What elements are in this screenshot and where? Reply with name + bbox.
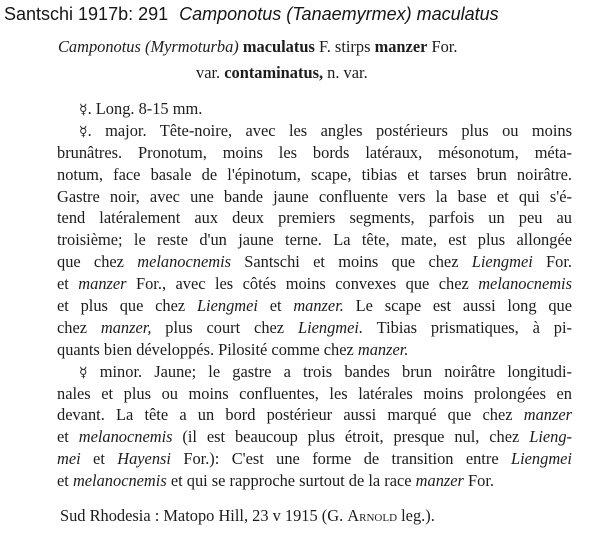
text-run: . major. Tête-noire, avec les angles postérieurs plus ou moins <box>87 120 572 140</box>
taxon-name: manzer <box>78 274 127 294</box>
text-run: nales et plus ou moins confluentes, les latérales moins prolongées en <box>57 383 572 403</box>
variety-title <box>196 62 368 83</box>
text-run: troisième; le reste d'un jaune terne. La tête, mate, est plus allongée <box>57 230 572 250</box>
text-run: notum, face basale de l'épinotum, scape, tibias et tarses brun noirâtre. <box>57 164 572 184</box>
text-run: brunâtres. Pronotum, moins les bords latéraux, mésonotum, méta- <box>57 142 572 162</box>
text-line <box>57 251 572 273</box>
species-name: Camponotus (Tanaemyrmex) maculatus <box>179 4 499 24</box>
worker-symbol: ☿ <box>79 102 88 118</box>
taxon-name: Liengmei <box>510 449 572 469</box>
citation: Santschi 1917b: 291 <box>4 4 169 24</box>
epithet: maculatus <box>242 37 315 56</box>
text-run: Gastre noir, avec une bande jaune confluente vers la base et qui s'é- <box>57 186 572 206</box>
taxon-name: mei <box>57 449 81 469</box>
text-line <box>57 142 572 164</box>
taxon-name: manzer. <box>293 296 344 316</box>
locality-line <box>60 505 435 526</box>
description-body <box>57 98 572 492</box>
taxon-name: manzer <box>415 471 464 491</box>
authority: F. stirps <box>318 37 371 56</box>
text-run: minor. Jaune; le gastre a trois bandes brun noirâtre longitudi- <box>87 361 572 381</box>
text-run: plus court chez <box>151 317 298 337</box>
text-run: For. <box>532 252 572 272</box>
text-line <box>57 383 572 405</box>
text-run: devant. La tête a un bord postérieur aussi marqué que chez <box>57 405 524 425</box>
text-run: chez <box>57 317 101 337</box>
text-line <box>57 339 572 361</box>
text-line <box>57 361 572 383</box>
text-run: et plus que chez <box>57 296 197 316</box>
text-line <box>57 404 572 426</box>
text-line <box>57 426 572 448</box>
taxon-name: melanocnemis <box>137 252 232 272</box>
citation-header <box>4 3 499 25</box>
text-line <box>57 229 572 251</box>
text-line <box>57 470 572 492</box>
text-line <box>57 186 572 208</box>
genus: Camponotus <box>58 37 141 56</box>
leg-suffix: leg.). <box>397 506 435 525</box>
paragraph-major <box>57 120 572 361</box>
taxon-name: melanocnemis <box>478 274 572 294</box>
text-line <box>57 295 572 317</box>
text-run: et <box>257 296 294 316</box>
text-run: que chez <box>57 252 138 272</box>
taxon-name: Liengmei <box>196 296 258 316</box>
text-run: et <box>57 471 73 491</box>
text-line <box>57 273 572 295</box>
text-run: Tibias prismatiques, à pi- <box>363 317 572 337</box>
text-run: Le scape est aussi long que <box>343 296 572 316</box>
taxon-name: melanocnemis <box>72 471 167 491</box>
taxon-title <box>58 36 457 57</box>
worker-symbol: ☿ <box>79 364 88 381</box>
collector: Arnold <box>347 506 398 525</box>
taxon-name: manzer, <box>100 317 152 337</box>
subgenus: (Myrmoturba) <box>144 37 239 56</box>
text-run: et <box>57 427 79 447</box>
text-run: et <box>57 274 79 294</box>
text-run: quants bien développés. Pilosité comme chez <box>57 339 358 359</box>
taxon-name: Liengmei. <box>297 317 364 337</box>
taxon-name: manzer <box>523 405 572 425</box>
paragraph-size <box>57 98 572 120</box>
taxon-name: Hayensi <box>117 449 171 469</box>
worker-symbol: ☿ <box>79 123 88 140</box>
locality: Sud Rhodesia : Matopo Hill, 23 v 1915 (G. <box>60 506 348 525</box>
var-prefix: var. <box>196 63 221 82</box>
text-line <box>57 448 572 470</box>
paragraph-minor <box>57 361 572 492</box>
taxon-name: Liengmei <box>471 252 533 272</box>
text-run: tend latéralement aux deux premiers segments, parfois un peu au <box>57 208 572 228</box>
stirps-name: manzer <box>374 37 428 56</box>
text-run: Santschi et moins que chez <box>231 252 472 272</box>
text-run: For., avec les côtés moins convexes que chez <box>126 274 479 294</box>
text-line <box>57 317 572 339</box>
text-run: For.): C'est une forme de transition entre <box>170 449 511 469</box>
var-suffix: n. var. <box>327 63 368 82</box>
taxon-name: manzer. <box>357 339 409 359</box>
text-line <box>57 164 572 186</box>
variety-name: contaminatus, <box>224 63 324 82</box>
taxon-name: melanocnemis <box>78 427 173 447</box>
text-run: (il est beaucoup plus étroit, presque nul, chez <box>172 427 530 447</box>
text-run: et <box>80 449 118 469</box>
taxon-name: Lieng- <box>529 427 572 447</box>
text-run: et qui se rapproche surtout de la race <box>166 471 416 491</box>
text-line <box>57 120 572 142</box>
text-run: For. <box>463 471 494 491</box>
stirps-author: For. <box>431 37 458 56</box>
size-text: . Long. 8-15 mm. <box>87 99 203 118</box>
text-line <box>57 207 572 229</box>
